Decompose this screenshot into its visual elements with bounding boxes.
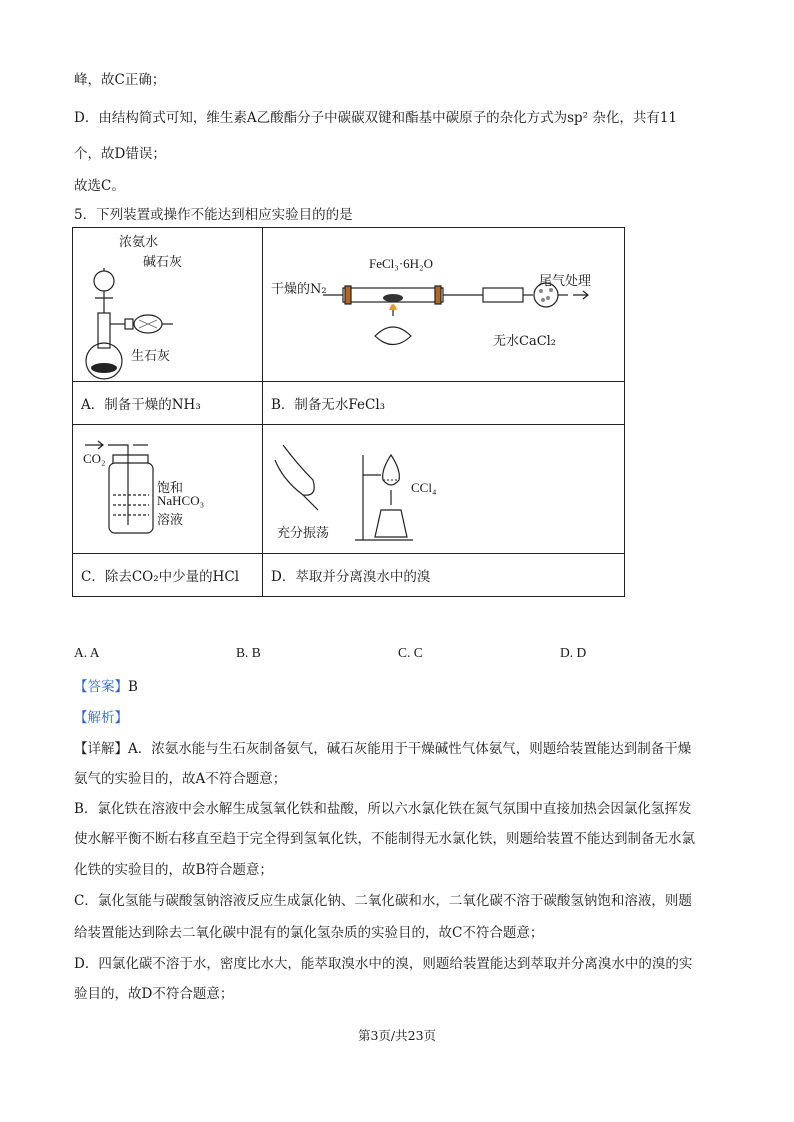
caption-a: A．制备干燥的NH₃ [73, 382, 263, 425]
caption-d: D．萃取并分离溴水中的溴 [263, 554, 625, 597]
label-nahco3: NaHCO₃ [157, 493, 205, 508]
option-c[interactable]: C. C [398, 645, 423, 660]
label-fecl3-hydrate: FeCl₃·6H₂O [369, 256, 433, 271]
question-stem: 5．下列装置或操作不能达到相应实验目的的是 [74, 207, 353, 223]
analysis-line: 氨气的实验目的，故A不符合题意； [74, 771, 287, 787]
analysis-label: 【解析】 [74, 710, 128, 726]
analysis-line: 化铁的实验目的，故B符合题意； [74, 862, 273, 878]
text-line: D．由结构简式可知，维生素A乙酸酯分子中碳碳双键和酯基中碳原子的杂化方式为sp² 杂化，共有11 [74, 110, 678, 126]
label-conc-ammonia: 浓氨水 [119, 235, 159, 250]
apparatus-a-image [73, 228, 263, 382]
apparatus-table [72, 227, 625, 597]
analysis-line: D．四氯化碳不溶于水，密度比水大，能萃取溴水中的溴，则题给装置能达到萃取并分离溴水中的溴的实 [74, 956, 693, 972]
analysis-line: B．氯化铁在溶液中会水解生成氢氧化铁和盐酸，所以六水氯化铁在氮气氛围中直接加热会因氯化氢挥发 [74, 801, 692, 817]
option-d[interactable]: D. D [560, 645, 587, 660]
text-line: 峰，故C正确； [74, 72, 166, 88]
text-line: 个，故D错误； [74, 146, 166, 162]
analysis-line: 给装置能达到除去二氧化碳中混有的氯化氢杂质的实验目的，故C不符合题意； [74, 925, 544, 941]
tube-furnace-icon [263, 228, 625, 381]
label-cacl2: 无水CaCl₂ [493, 334, 557, 349]
label-soda-lime: 碱石灰 [143, 255, 183, 270]
option-a[interactable]: A. A [74, 645, 100, 660]
option-b[interactable]: B. B [236, 645, 261, 660]
answer-value: B [128, 679, 138, 695]
label-saturated: 饱和 [157, 481, 184, 496]
label-co2: CO₂ [83, 451, 106, 466]
analysis-line: C．氯化氢能与碳酸氢钠溶液反应生成氯化钠、二氧化碳和水，二氧化碳不溶于碳酸氢钠饱和溶液，则题 [74, 893, 692, 909]
caption-c: C．除去CO₂中少量的HCl [73, 554, 263, 597]
label-dry-n2: 干燥的N₂ [271, 282, 327, 297]
label-quicklime: 生石灰 [131, 349, 171, 364]
text-line: 故选C。 [74, 178, 125, 194]
caption-b: B．制备无水FeCl₃ [263, 382, 625, 425]
analysis-line: 验目的，故D不符合题意； [74, 986, 234, 1002]
page-footer: 第3页/共23页 [357, 1028, 437, 1043]
analysis-line: 使水解平衡不断右移直至趋于完全得到氢氧化铁，不能制得无水氯化铁，则题给装置不能达到制备无水氯 [74, 831, 695, 847]
label-solution: 溶液 [157, 513, 184, 528]
label-ccl4: CCl₄ [411, 480, 437, 495]
answer-label: 【答案】 [74, 679, 128, 695]
apparatus-d-image [263, 425, 625, 554]
answer-line [74, 675, 138, 695]
analysis-line: 【详解】A．浓氨水能与生石灰制备氨气，碱石灰能用于干燥碱性气体氨气，则题给装置能达到制备干燥 [74, 741, 692, 757]
label-shake: 充分振荡 [277, 526, 330, 541]
label-tail-gas: 尾气处理 [539, 274, 592, 289]
apparatus-c-image [73, 425, 263, 554]
apparatus-b-image [263, 228, 625, 382]
